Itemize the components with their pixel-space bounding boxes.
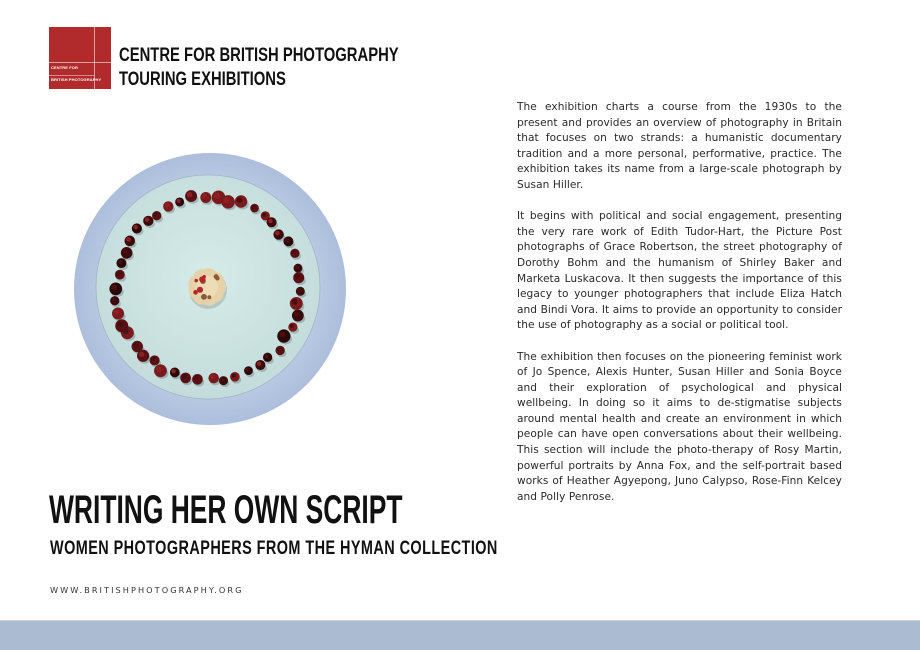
website-link[interactable]: WWW.BRITISHPHOTOGRAPHY.ORG (50, 585, 244, 595)
footer-band (0, 620, 920, 650)
artwork-image (74, 153, 346, 425)
cbp-logo (49, 27, 111, 89)
logo-text-line1: CENTRE FOR (51, 65, 78, 70)
exhibition-description (517, 100, 842, 521)
org-title (119, 44, 399, 92)
logo-divider-horizontal (49, 75, 94, 76)
org-title-line2: TOURING EXHIBITIONS (119, 69, 286, 90)
description-paragraph-1: The exhibition charts a course from the 1930s to the present and provides an overview of photography in Britain that focuses on two strands: a humanistic documentary tradition and a more personal, performative, practice. The exhibition takes its name from a large-scale photograph by Susan Hiller. (517, 101, 842, 191)
logo-text-line2: BRITISH PHOTOGRAPHY (51, 77, 102, 82)
exhibition-title: WRITING HER OWN SCRIPT (49, 488, 403, 532)
org-title-line1: CENTRE FOR BRITISH PHOTOGRAPHY (119, 45, 399, 66)
description-paragraph-2: It begins with political and social engagement, presenting the very rare work of Edith Tudor-Hart, the Picture Post photographs of Grace Robertson, the street photography of Dorothy Bohm and the humanism of Shirley Baker and Marketa Luskacova. It then suggests the importance of this legacy to younger photographers that include Eliza Hatch and Bindi Vora. It aims to provide an opportunity to consider the use of photography as a social or political tool. (517, 210, 842, 332)
logo-divider-horizontal (49, 62, 111, 63)
exhibition-subtitle: WOMEN PHOTOGRAPHERS FROM THE HYMAN COLLECTION (50, 537, 498, 559)
description-paragraph-3: The exhibition then focuses on the pioneering feminist work of Jo Spence, Alexis Hunter, Susan Hiller and Sonia Boyce and their exploration of psychological and physical wellbeing. In doing so it aims to de-stigmatise subjects around mental health and create an environment in which people can have open conversations about their wellbeing. This section will include the photo-therapy of Rosy Martin, powerful portraits by Anna Fox, and the self-portrait based works of Heather Agyepong, Juno Calypso, Rose-Finn Kelcey and Polly Penrose. (517, 350, 842, 503)
artwork-photo (74, 153, 346, 425)
